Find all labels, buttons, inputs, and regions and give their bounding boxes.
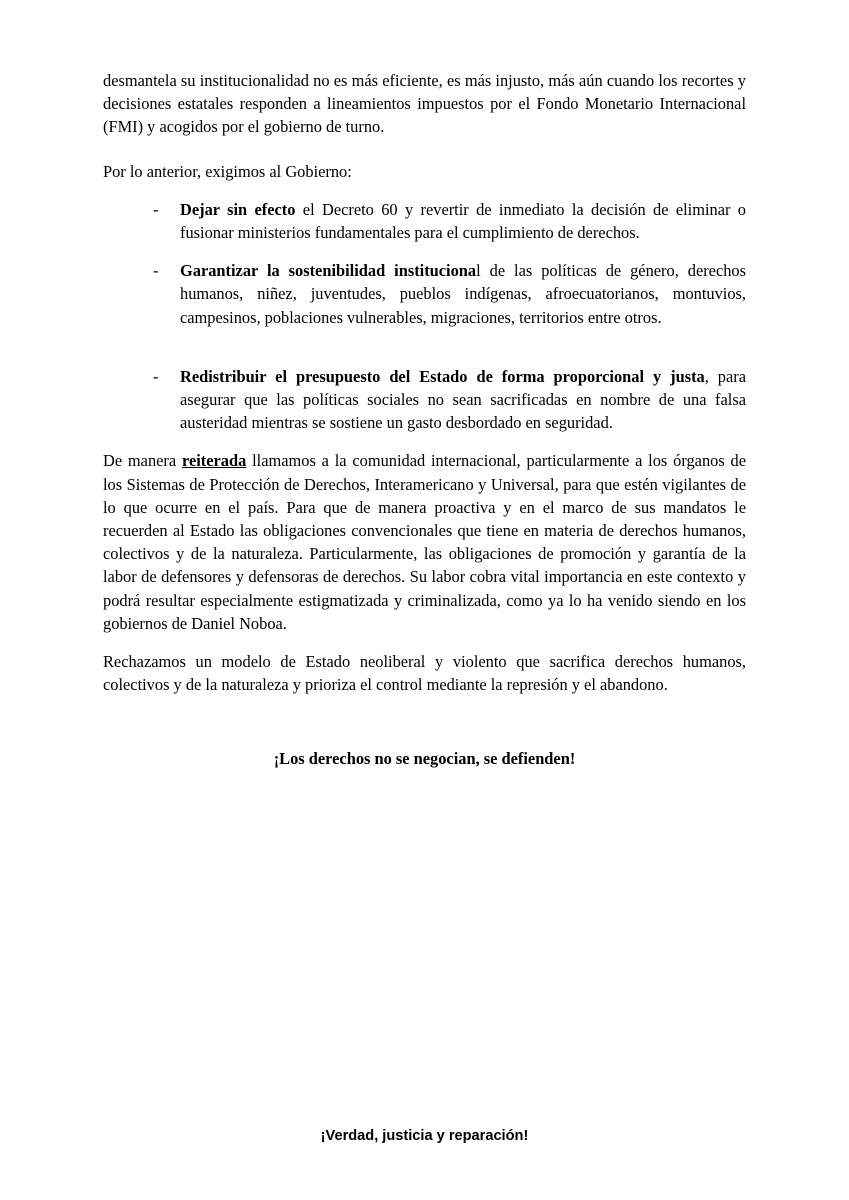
demand-text: el Decreto 60 y revertir de inmediato la decisión de eliminar o fusionar ministerios fundamentales para el cumplimiento de derechos.: [180, 199, 746, 243]
paragraph-demand-intro: Por lo anterior, exigimos al Gobierno:: [103, 161, 352, 181]
demand-bold-text: Redistribuir el presupuesto del Estado de forma proporcional y justa: [180, 366, 705, 386]
call-prefix: De manera: [103, 451, 182, 471]
list-dash: -: [153, 366, 159, 386]
paragraph-international-call: [103, 449, 746, 635]
paragraph-rejection: Rechazamos un modelo de Estado neoliberal y violento que sacrifica derechos humanos, colectivos y de la naturaleza y prioriza el control mediante la represión y el abandono.: [103, 652, 746, 695]
document-body: [103, 69, 746, 696]
demand-item: [103, 198, 746, 244]
demand-item: [103, 259, 746, 329]
demand-item: [103, 365, 746, 435]
demand-bold-text: Dejar sin efecto: [180, 199, 296, 219]
demand-bold-text: Garantizar la sostenibilidad instituciona: [180, 261, 477, 281]
call-emphasis: reiterada: [181, 451, 247, 471]
closing-final: ¡Verdad, justicia y reparación!: [320, 1128, 529, 1144]
demand-text: l de las políticas de género, derechos humanos, niñez, juventudes, pueblos indígenas, afroecuatorianos, montuvios, campesinos, poblaciones vulnerables, migraciones, territorios entre otros.: [180, 261, 747, 327]
demand-text: , para asegurar que las políticas sociales no sean sacrificadas en nombre de una falsa austeridad mientras se sostiene un gasto desbordado en seguridad.: [180, 366, 746, 433]
demands-list: [103, 198, 746, 435]
closing-slogan: ¡Los derechos no se negocian, se defienden!: [273, 749, 576, 768]
paragraph-intro-continuation: desmantela su institucionalidad no es más eficiente, es más injusto, más aún cuando los recortes y decisiones estatales responden a lineamientos impuestos por el Fondo Monetario Internacional (FMI) y acogidos por el gobierno de turno.: [103, 71, 746, 137]
list-dash: -: [153, 261, 159, 281]
list-dash: -: [153, 199, 159, 219]
call-rest: llamamos a la comunidad internacional, particularmente a los órganos de los Sistemas de Protección de Derechos, Interamericano y Universal, para que estén vigilantes de lo que ocurre en el país. Para que de manera proactiva y en el marco de sus mandatos le recuerden al Estado las obligaciones convencionales que tiene en materia de derechos humanos, colectivos y de la naturaleza. Particularmente, las obligaciones de promoción y garantía de la labor de defensores y defensoras de derechos. Su labor cobra vital importancia en este contexto y podrá resultar especialmente estigmatizada y criminalizada, como ya lo ha venido siendo en los gobiernos de Daniel Noboa.: [103, 451, 746, 633]
